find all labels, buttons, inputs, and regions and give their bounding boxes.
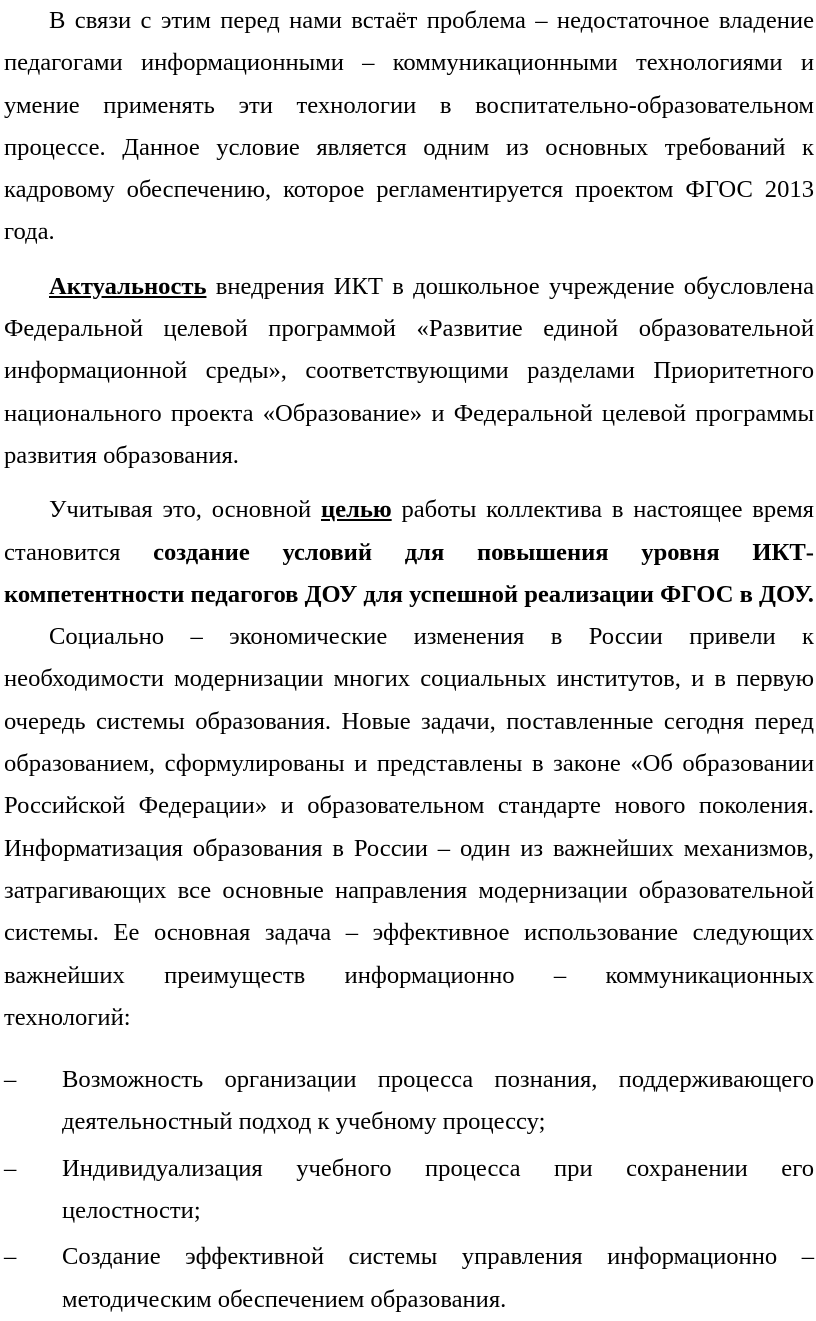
goal-statement: создание условий для повышения уровня ИКТ-компетентности педагогов ДОУ для успешной реализации ФГОС в ДОУ. xyxy=(4,538,814,608)
list-item xyxy=(4,1236,814,1321)
paragraph-problem: В связи с этим перед нами встаёт проблема – недостаточное владение педагогами информационными – коммуникационными технологиями и умение применять эти технологии в воспитательно-образовательном процессе. Данное условие является одним из основных требований к кадровому обеспечению, которое регламентируется проектом ФГОС 2013 года. xyxy=(4,7,814,246)
goal-intro: Учитывая это, основной xyxy=(49,496,321,524)
list-item-text: Индивидуализация учебного процесса при сохранении его целостности; xyxy=(62,1154,814,1225)
paragraph-relevance xyxy=(4,266,814,477)
dash-marker: – xyxy=(4,1243,17,1271)
relevance-heading: Актуальность xyxy=(49,272,207,300)
advantages-list xyxy=(4,1059,814,1321)
paragraph-informatization: Социально – экономические изменения в России привели к необходимости модернизации многих социальных институтов, и в первую очередь системы образования. Новые задачи, поставленные сегодня перед образованием, сформулированы и представлены в законе «Об образовании Российской Федерации» и образовательном стандарте нового поколения. Информатизация образования в России – один из важнейших механизмов, затрагивающих все основные направления модернизации образовательной системы. Ее основная задача – эффективное использование следующих важнейших преимуществ информационно – коммуникационных технологий: xyxy=(4,623,814,1031)
list-item xyxy=(4,1148,814,1233)
goal-middle: работы коллектива в настоящее время становится xyxy=(4,496,814,566)
list-item xyxy=(4,1059,814,1144)
goal-keyword: целью xyxy=(320,496,392,524)
dash-marker: – xyxy=(4,1154,17,1182)
paragraph-goal xyxy=(4,489,814,616)
dash-marker: – xyxy=(4,1066,17,1094)
list-item-text: Создание эффективной системы управления информационно – методическим обеспечением образования. xyxy=(62,1243,814,1313)
relevance-text: внедрения ИКТ в дошкольное учреждение обусловлена Федеральной целевой программой «Развитие единой образовательной информационной среды», соответствующими разделами Приоритетного национального проекта «Образование» и Федеральной целевой программы развития образования. xyxy=(4,272,814,469)
list-item-text: Возможность организации процесса познания, поддерживающего деятельностный подход к учебному процессу; xyxy=(62,1066,814,1136)
